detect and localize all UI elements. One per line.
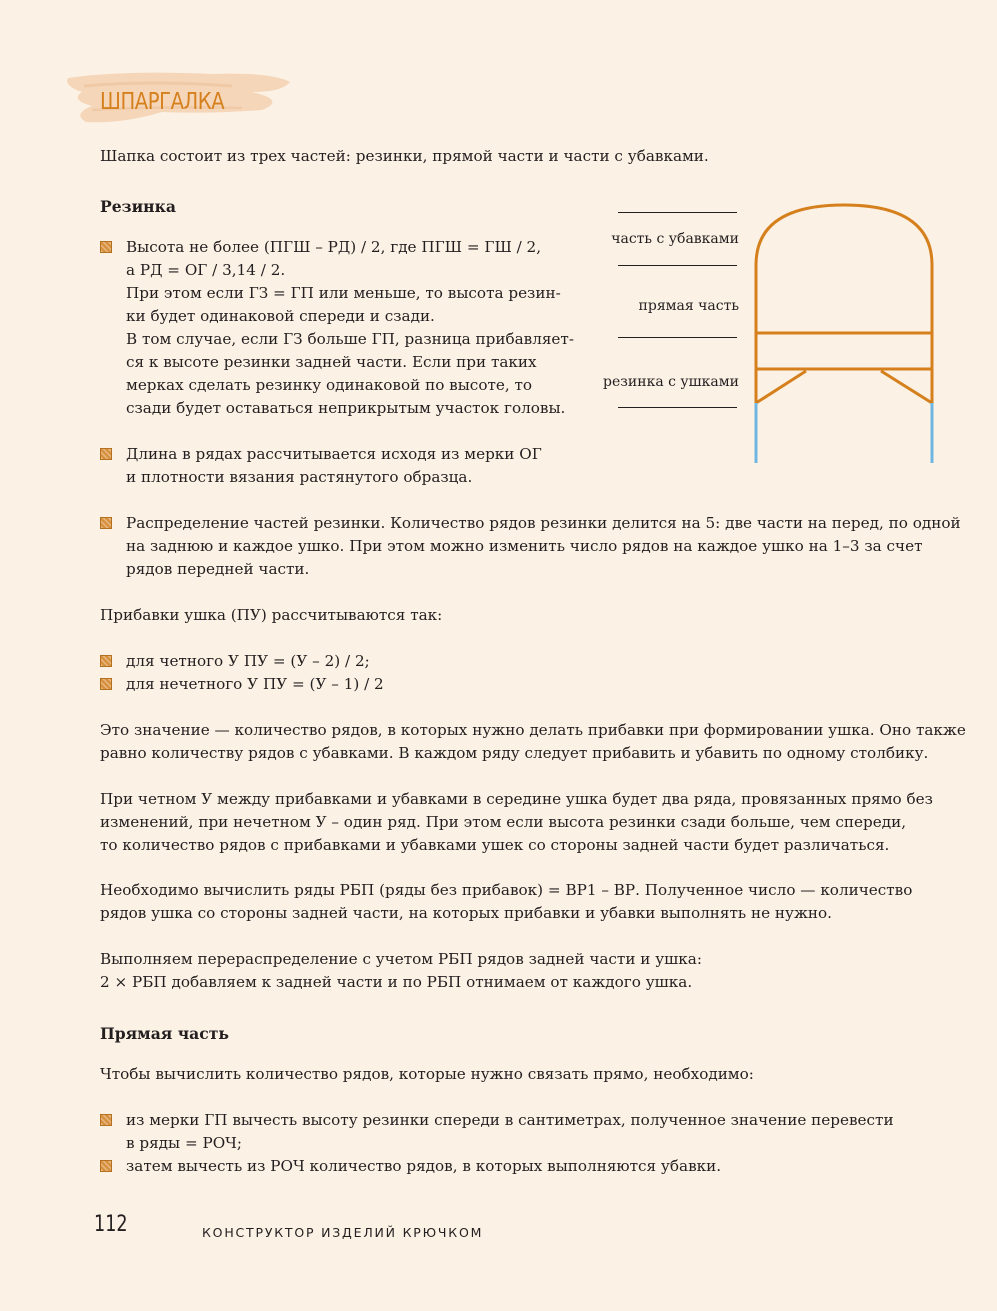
divider-line xyxy=(618,265,737,266)
rib-bullet-height: Высота не более (ПГШ – РД) / 2, где ПГШ = ГШ / 2, а РД = ОГ / 3,14 / 2. При этом если ГЗ = ГП или меньше, то высота резин- ки будет одинаковой спереди и сзади. В том случае, если ГЗ больше ГП, разница прибавляет- ся к высоте резинки задней части. Если при таких мерках сделать резинку одинаковой по высоте, то сзади будет оставаться неприкрытым участок головы. xyxy=(126,238,574,417)
rib-bullet-distribution: Распределение частей резинки. Количество рядов резинки делится на 5: две части на перед, по одной на заднюю и каждое ушко. При этом можно изменить число рядов на каждое ушко на 1–3 за счет рядов передней части. xyxy=(126,514,961,578)
straight-heading: Прямая часть xyxy=(100,1024,230,1043)
bullet-icon xyxy=(100,517,112,529)
divider-line xyxy=(618,212,737,213)
divider-line xyxy=(618,407,737,408)
paragraph-redistribution: Выполняем перераспределение с учетом РБП рядов задней части и ушка: 2 × РБП добавляем к задней части и по РБП отнимаем от каждого ушка. xyxy=(100,950,702,991)
straight-intro: Чтобы вычислить количество рядов, которые нужно связать прямо, необходимо: xyxy=(100,1065,754,1083)
bullet-icon xyxy=(100,1114,112,1126)
divider-line xyxy=(618,337,737,338)
section-label: ШПАРГАЛКА xyxy=(100,89,225,115)
running-footer-title: КОНСТРУКТОР ИЗДЕЛИЙ КРЮЧКОМ xyxy=(202,1225,484,1240)
rib-heading: Резинка xyxy=(100,197,176,216)
bullet-icon xyxy=(100,655,112,667)
paragraph-even-odd: При четном У между прибавками и убавками в середине ушка будет два ряда, провязанных прямо без изменений, при нечетном У – один ряд. При этом если высота резинки сзади больше, чем спереди, то количество рядов с прибавками и убавками ушек со стороны задней части будет различаться. xyxy=(100,790,933,854)
ear-intro: Прибавки ушка (ПУ) рассчитываются так: xyxy=(100,606,443,624)
straight-bullet-decreases: затем вычесть из РОЧ количество рядов, в которых выполняются убавки. xyxy=(126,1157,722,1175)
label-rib-part: резинка с ушками xyxy=(603,374,739,390)
ear-even-formula: для четного У ПУ = (У – 2) / 2; xyxy=(126,652,370,670)
bullet-icon xyxy=(100,241,112,253)
hat-diagram xyxy=(590,195,940,470)
bullet-icon xyxy=(100,678,112,690)
label-straight-part: прямая часть xyxy=(638,298,739,314)
page-number: 112 xyxy=(94,1212,128,1237)
ear-odd-formula: для нечетного У ПУ = (У – 1) / 2 xyxy=(126,675,384,693)
paragraph-rows-value: Это значение — количество рядов, в которых нужно делать прибавки при формировании ушка. Оно также равно количеству рядов с убавками. В каждом ряду следует прибавить и убавить по одному столбику. xyxy=(100,721,966,762)
paragraph-rbp: Необходимо вычислить ряды РБП (ряды без прибавок) = ВР1 – ВР. Полученное число — количество рядов ушка со стороны задней части, на которых прибавки и убавки выполнять не нужно. xyxy=(100,881,913,922)
straight-bullet-subtract: из мерки ГП вычесть высоту резинки спереди в сантиметрах, полученное значение перевести в ряды = РОЧ; xyxy=(126,1111,894,1152)
intro-text: Шапка состоит из трех частей: резинки, прямой части и части с убавками. xyxy=(100,147,709,165)
bullet-icon xyxy=(100,448,112,460)
bullet-icon xyxy=(100,1160,112,1172)
rib-bullet-length: Длина в рядах рассчитывается исходя из мерки ОГ и плотности вязания растянутого образца. xyxy=(126,445,542,486)
hat-shape xyxy=(750,195,940,470)
label-decrease-part: часть с убавками xyxy=(611,231,739,247)
